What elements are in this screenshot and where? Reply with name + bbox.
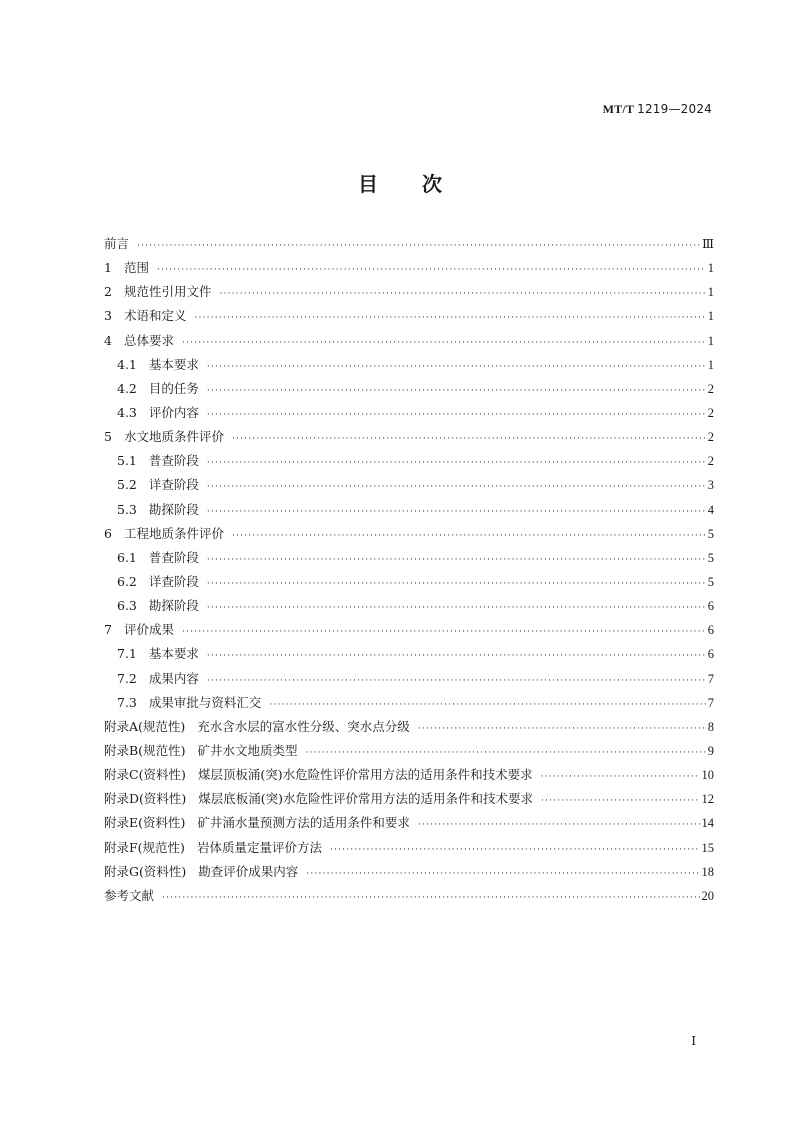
toc-dot-leader xyxy=(137,234,700,258)
toc-dot-leader xyxy=(541,789,699,813)
toc-entry-label xyxy=(104,232,129,256)
toc-entry[interactable] xyxy=(104,594,714,618)
toc-dot-leader xyxy=(219,282,705,306)
toc-entry-number: 附录D(资料性) xyxy=(104,791,187,807)
toc-entry-number: 5.2 xyxy=(117,477,137,493)
toc-entry[interactable] xyxy=(104,256,714,280)
toc-entry-title: 成果审批与资料汇交 xyxy=(148,694,262,710)
toc-entry[interactable] xyxy=(104,304,714,328)
toc-entry-title: 详查阶段 xyxy=(148,573,199,589)
toc-entry-label xyxy=(117,546,199,570)
toc-entry-page: 5 xyxy=(707,574,714,589)
toc-entry-number: 附录B(规范性) xyxy=(104,742,186,758)
toc-entry-label xyxy=(104,329,174,353)
standard-code-prefix: MT/T xyxy=(602,102,634,116)
toc-entry[interactable] xyxy=(104,425,714,449)
toc-dot-leader xyxy=(418,813,700,837)
toc-dot-leader xyxy=(418,717,706,741)
toc-dot-leader xyxy=(207,379,706,403)
toc-entry[interactable] xyxy=(104,329,714,353)
toc-entry[interactable] xyxy=(104,353,714,377)
toc-entry-number: 5 xyxy=(104,429,112,445)
toc-entry-title: 总体要求 xyxy=(123,332,174,348)
toc-entry-number: 1 xyxy=(104,260,112,276)
toc-dot-leader xyxy=(207,451,706,475)
page-title: 目次 xyxy=(358,172,486,196)
toc-entry-title: 范围 xyxy=(123,260,149,276)
toc-dot-leader xyxy=(157,258,706,282)
toc-entry[interactable] xyxy=(104,642,714,666)
toc-entry[interactable] xyxy=(104,739,714,763)
toc-entry-page: 9 xyxy=(707,743,714,758)
toc-entry-page: 20 xyxy=(701,888,714,903)
toc-entry[interactable] xyxy=(104,787,714,811)
toc-entry-title: 评价成果 xyxy=(123,622,174,638)
toc-entry[interactable] xyxy=(104,618,714,642)
toc-entry-page: 2 xyxy=(707,430,714,445)
toc-entry-number: 4.1 xyxy=(117,356,137,372)
toc-dot-leader xyxy=(207,644,706,668)
toc-entry-number: 7 xyxy=(104,622,112,638)
toc-entry[interactable] xyxy=(104,667,714,691)
toc-entry-label xyxy=(117,498,199,522)
standard-code-number: 1219—2024 xyxy=(637,102,712,116)
toc-entry-page: 1 xyxy=(707,285,714,300)
toc-entry-number: 7.2 xyxy=(117,670,137,686)
toc-entry[interactable] xyxy=(104,449,714,473)
toc-entry-label xyxy=(104,811,410,835)
toc-entry-label xyxy=(117,667,199,691)
toc-entry-title: 矿井水文地质类型 xyxy=(197,742,298,758)
toc-entry-label xyxy=(117,570,199,594)
toc-entry-number: 2 xyxy=(104,284,112,300)
toc-entry-title: 水文地质条件评价 xyxy=(123,429,224,445)
toc-entry-label xyxy=(104,256,149,280)
toc-dot-leader xyxy=(194,306,705,330)
toc-entry-title: 前言 xyxy=(104,236,130,251)
toc-entry-title: 勘查评价成果内容 xyxy=(198,863,299,879)
toc-entry-label xyxy=(104,884,154,908)
toc-dot-leader xyxy=(207,669,706,693)
toc-dot-leader xyxy=(269,693,705,717)
toc-entry[interactable] xyxy=(104,763,714,787)
toc-entry-page: 18 xyxy=(701,864,714,879)
toc-entry-title: 煤层顶板涌(突)水危险性评价常用方法的适用条件和技术要求 xyxy=(197,767,533,783)
toc-entry-label xyxy=(117,377,199,401)
toc-entry-label xyxy=(104,836,322,860)
toc-entry-number: 3 xyxy=(104,308,112,324)
toc-entry[interactable] xyxy=(104,691,714,715)
toc-entry-label xyxy=(104,763,533,787)
toc-entry-title: 勘探阶段 xyxy=(148,598,199,614)
toc-entry-number: 附录G(资料性) xyxy=(104,863,187,879)
toc-entry-label xyxy=(104,739,297,763)
toc-entry-page: 7 xyxy=(707,671,714,686)
toc-entry-title: 工程地质条件评价 xyxy=(123,525,224,541)
toc-entry-label xyxy=(117,401,199,425)
toc-entry-label xyxy=(117,691,261,715)
toc-entry-title: 基本要求 xyxy=(148,356,199,372)
toc-entry-page: 2 xyxy=(707,381,714,396)
toc-entry-number: 4.2 xyxy=(117,380,137,396)
toc-entry-title: 目的任务 xyxy=(148,380,199,396)
toc-entry-title: 规范性引用文件 xyxy=(123,284,212,300)
toc-dot-leader xyxy=(207,355,706,379)
toc-entry-page: 1 xyxy=(707,357,714,372)
toc-entry-label xyxy=(104,715,410,739)
toc-entry-label xyxy=(117,449,199,473)
toc-entry-page: 2 xyxy=(707,454,714,469)
toc-entry-number: 7.3 xyxy=(117,694,137,710)
toc-dot-leader xyxy=(182,331,706,355)
toc-entry-page: 1 xyxy=(707,309,714,324)
toc-dot-leader xyxy=(232,524,706,548)
toc-entry[interactable] xyxy=(104,232,714,256)
toc-dot-leader xyxy=(207,500,706,524)
toc-entry-label xyxy=(104,304,186,328)
toc-dot-leader xyxy=(207,596,706,620)
toc-entry-title: 成果内容 xyxy=(148,670,199,686)
toc-entry-number: 4 xyxy=(104,332,112,348)
toc-entry[interactable] xyxy=(104,522,714,546)
toc-entry-label xyxy=(104,280,211,304)
toc-entry[interactable] xyxy=(104,570,714,594)
page-number: Ⅰ xyxy=(691,1034,696,1048)
toc-entry[interactable] xyxy=(104,546,714,570)
toc-entry-label xyxy=(117,642,199,666)
toc-entry[interactable] xyxy=(104,280,714,304)
toc-entry-number: 6.1 xyxy=(117,549,137,565)
standard-code xyxy=(603,102,712,117)
toc-entry[interactable] xyxy=(104,498,714,522)
toc-dot-leader xyxy=(207,475,706,499)
toc-entry-label xyxy=(117,594,199,618)
toc-entry-page: 2 xyxy=(707,405,714,420)
toc-entry-title: 基本要求 xyxy=(148,646,199,662)
toc-entry-page: 8 xyxy=(707,719,714,734)
toc-dot-leader xyxy=(330,838,700,862)
toc-entry-title: 术语和定义 xyxy=(123,308,187,324)
toc-dot-leader xyxy=(232,427,706,451)
toc-entry-page: 1 xyxy=(707,261,714,276)
toc-entry-number: 附录F(规范性) xyxy=(104,839,185,855)
toc-entry-title: 详查阶段 xyxy=(148,477,199,493)
toc-entry-number: 5.3 xyxy=(117,501,137,517)
toc-entry-title: 参考文献 xyxy=(104,887,155,903)
toc-entry-number: 6 xyxy=(104,525,112,541)
toc-entry-title: 评价内容 xyxy=(148,404,199,420)
toc-entry-number: 7.1 xyxy=(117,646,137,662)
toc-entry-label xyxy=(117,353,199,377)
table-of-contents xyxy=(104,232,714,908)
toc-entry-page: 12 xyxy=(701,792,714,807)
toc-entry[interactable] xyxy=(104,715,714,739)
toc-dot-leader xyxy=(305,741,705,765)
toc-entry-label xyxy=(104,425,224,449)
toc-entry[interactable] xyxy=(104,473,714,497)
toc-entry-title: 矿井涌水量预测方法的适用条件和要求 xyxy=(197,815,410,831)
toc-entry-page: 6 xyxy=(707,599,714,614)
toc-entry-number: 6.3 xyxy=(117,598,137,614)
toc-entry-page: 6 xyxy=(707,647,714,662)
toc-entry-page: 4 xyxy=(707,502,714,517)
toc-entry-title: 普查阶段 xyxy=(148,453,199,469)
toc-entry[interactable] xyxy=(104,836,714,860)
toc-dot-leader xyxy=(182,620,706,644)
toc-entry-page: 1 xyxy=(707,333,714,348)
toc-entry-page: 10 xyxy=(701,768,714,783)
toc-dot-leader xyxy=(162,886,699,910)
toc-entry-number: 5.1 xyxy=(117,453,137,469)
toc-dot-leader xyxy=(541,765,700,789)
toc-dot-leader xyxy=(306,862,699,886)
toc-entry[interactable] xyxy=(104,377,714,401)
toc-entry-page: 6 xyxy=(707,623,714,638)
toc-entry-page: 15 xyxy=(701,840,714,855)
toc-entry-title: 岩体质量定量评价方法 xyxy=(196,839,322,855)
toc-entry-label xyxy=(117,473,199,497)
toc-entry-page: 5 xyxy=(707,526,714,541)
toc-entry-page: Ⅲ xyxy=(701,237,714,251)
toc-entry-page: 3 xyxy=(707,478,714,493)
toc-entry[interactable] xyxy=(104,811,714,835)
toc-entry-label xyxy=(104,618,174,642)
toc-entry[interactable] xyxy=(104,401,714,425)
toc-entry-number: 附录A(规范性) xyxy=(104,718,186,734)
toc-entry[interactable] xyxy=(104,860,714,884)
toc-entry-page: 5 xyxy=(707,550,714,565)
toc-entry-title: 勘探阶段 xyxy=(148,501,199,517)
toc-entry-label xyxy=(104,860,298,884)
toc-entry-title: 煤层底板涌(突)水危险性评价常用方法的适用条件和技术要求 xyxy=(198,791,534,807)
toc-entry[interactable] xyxy=(104,884,714,908)
toc-dot-leader xyxy=(207,403,706,427)
toc-entry-label xyxy=(104,522,224,546)
toc-entry-page: 14 xyxy=(701,816,714,831)
toc-entry-number: 4.3 xyxy=(117,404,137,420)
toc-dot-leader xyxy=(207,548,706,572)
toc-entry-number: 附录E(资料性) xyxy=(104,815,186,831)
toc-entry-page: 7 xyxy=(707,695,714,710)
toc-entry-title: 普查阶段 xyxy=(148,549,199,565)
toc-entry-title: 充水含水层的富水性分级、突水点分级 xyxy=(197,718,410,734)
toc-entry-label xyxy=(104,787,533,811)
toc-entry-number: 6.2 xyxy=(117,573,137,589)
toc-dot-leader xyxy=(207,572,706,596)
toc-entry-number: 附录C(资料性) xyxy=(104,767,186,783)
